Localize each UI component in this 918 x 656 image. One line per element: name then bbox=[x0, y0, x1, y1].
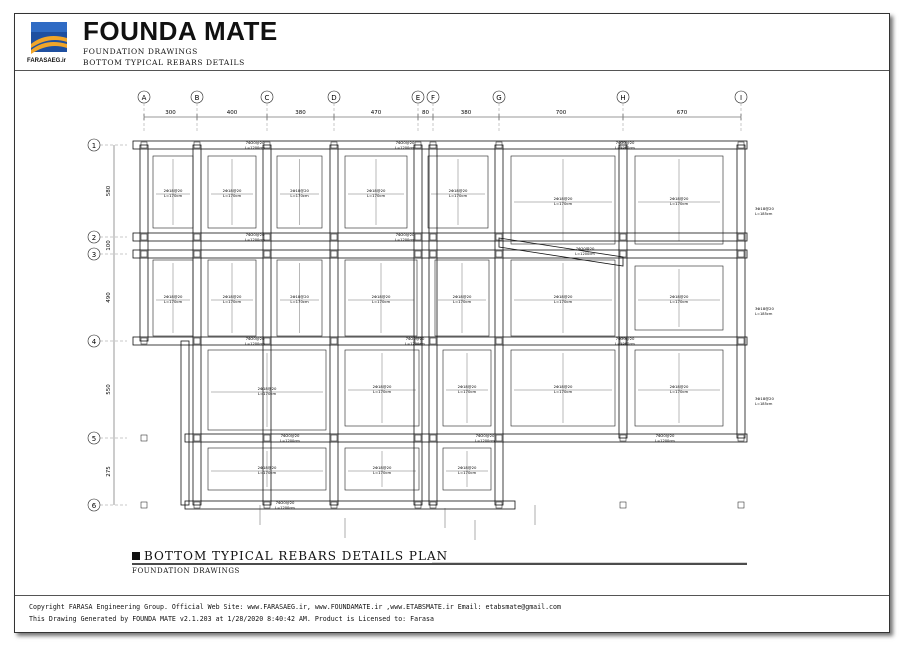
col-dimension-label: 700 bbox=[555, 110, 567, 116]
cell-rebar-length: L=170cm bbox=[669, 299, 689, 304]
cell-rebar-label: 2Φ18@20 bbox=[257, 386, 277, 391]
footer-copyright: Copyright FARASA Engineering Group. Official Web Site: www.FARASAEG.ir, www.FOUNDAMATE.ir ,www.ETABSMATE.ir Email: etabsmate@gmail.com bbox=[29, 603, 561, 611]
cell-rebar-length: L=170cm bbox=[669, 201, 689, 206]
strip-footing-v bbox=[140, 145, 148, 341]
cell-rebar-length: L=170cm bbox=[257, 470, 277, 475]
foundation-plan bbox=[15, 70, 889, 540]
cell-rebar-label: 2Φ18@20 bbox=[257, 465, 277, 470]
col-axis-label: H bbox=[620, 94, 626, 102]
cell-rebar-length: L=170cm bbox=[448, 193, 468, 198]
side-rebar-length: L=185cm bbox=[755, 402, 773, 406]
beam-rebar-label: 7Φ20@20 bbox=[245, 232, 265, 237]
beam-rebar-label: 7Φ20@20 bbox=[395, 232, 415, 237]
beam-rebar-label: 7Φ20@20 bbox=[655, 433, 675, 438]
beam-rebar-label: 7Φ20@20 bbox=[475, 433, 495, 438]
beam-rebar-label: 7Φ20@20 bbox=[245, 140, 265, 145]
cell-rebar-length: L=170cm bbox=[290, 299, 309, 304]
footer-generated: This Drawing Generated by FOUNDA MATE v2.1.203 at 1/28/2020 8:40:42 AM. Product is Licensed to: Farasa bbox=[29, 615, 434, 623]
beam-rebar-length: L=1200cm bbox=[245, 146, 265, 150]
cell-rebar-label: 2Φ18@20 bbox=[290, 188, 309, 193]
side-rebar-length: L=185cm bbox=[755, 212, 773, 216]
cell-rebar-length: L=170cm bbox=[222, 299, 242, 304]
beam-rebar-length: L=1200cm bbox=[615, 342, 635, 346]
cell-rebar-label: 2Φ18@20 bbox=[553, 196, 573, 201]
beam-rebar-length: L=1200cm bbox=[245, 238, 265, 242]
footing-cells bbox=[153, 156, 723, 490]
row-axis-label: 5 bbox=[91, 435, 97, 443]
cell-rebar-label: 2Φ18@20 bbox=[553, 384, 573, 389]
beam-rebar-label: 7Φ20@20 bbox=[275, 500, 295, 505]
row-dimension-label: 580 bbox=[106, 185, 112, 197]
row-axis-label: 2 bbox=[91, 234, 97, 242]
cell-rebar-label: 2Φ18@20 bbox=[669, 196, 689, 201]
col-axis-label: B bbox=[194, 94, 200, 102]
col-dimension-label: 300 bbox=[165, 110, 176, 116]
cell-rebar-label: 2Φ18@20 bbox=[163, 294, 183, 299]
row-axis-label: 6 bbox=[91, 502, 97, 510]
row-axis-label: 1 bbox=[91, 142, 97, 150]
cell-rebar-label: 2Φ18@20 bbox=[669, 294, 689, 299]
col-axis-label: F bbox=[430, 94, 436, 102]
side-rebar-label: 3Φ18@20 bbox=[755, 396, 774, 401]
col-axis-label: E bbox=[415, 94, 421, 102]
cell-rebar-label: 2Φ18@20 bbox=[457, 465, 477, 470]
beam-rebar-length: L=1200cm bbox=[280, 439, 300, 443]
beam-rebar-label: 7Φ20@20 bbox=[280, 433, 300, 438]
drawing-sheet bbox=[14, 13, 890, 633]
rebar-labels bbox=[141, 140, 774, 540]
beam-rebar-length: L=1200cm bbox=[405, 342, 425, 346]
strip-footing-v bbox=[619, 145, 627, 438]
col-dimension-label: 470 bbox=[370, 110, 382, 116]
cell-rebar-length: L=170cm bbox=[163, 299, 183, 304]
cell-rebar-length: L=170cm bbox=[669, 389, 689, 394]
strip-footing-v bbox=[429, 145, 437, 505]
cell-rebar-length: L=170cm bbox=[452, 299, 472, 304]
cell-rebar-label: 2Φ18@20 bbox=[452, 294, 472, 299]
strip-footing-v bbox=[330, 145, 338, 505]
row-dimension-label: 100 bbox=[106, 240, 112, 251]
beam-rebar-length: L=1200cm bbox=[575, 252, 595, 256]
strip-footing-h bbox=[133, 233, 747, 241]
cell-rebar-length: L=170cm bbox=[371, 299, 391, 304]
col-dimension-label: 380 bbox=[460, 110, 472, 116]
beam-rebar-length: L=1200cm bbox=[615, 146, 635, 150]
col-dimension-label: 380 bbox=[295, 110, 306, 116]
col-axis-label: G bbox=[496, 94, 502, 102]
strip-footing-v bbox=[193, 145, 201, 505]
beam-rebar-length: L=1200cm bbox=[245, 342, 265, 346]
plan-title bbox=[132, 549, 448, 563]
row-dimension-label: 550 bbox=[106, 384, 112, 395]
logo-caption: FARASAEG.ir bbox=[27, 58, 67, 64]
brand-name: FOUNDA MATE bbox=[83, 16, 278, 46]
strip-footing-v bbox=[414, 145, 422, 505]
row-dimension-label: 490 bbox=[106, 292, 112, 303]
cell-rebar-length: L=170cm bbox=[457, 389, 477, 394]
col-axis-label: I bbox=[739, 94, 743, 102]
col-dimension-label: 80 bbox=[422, 110, 429, 116]
strip-footing-h bbox=[133, 337, 747, 345]
row-axis-label: 4 bbox=[91, 338, 97, 346]
cell-rebar-label: 2Φ18@20 bbox=[290, 294, 309, 299]
beam-rebar-length: L=1200cm bbox=[275, 506, 295, 510]
cell-rebar-length: L=170cm bbox=[372, 389, 392, 394]
cell-rebar-label: 2Φ18@20 bbox=[222, 294, 242, 299]
plan-title-text: BOTTOM TYPICAL REBARS DETAILS PLAN bbox=[144, 549, 449, 563]
plan-subtitle: FOUNDATION DRAWINGS bbox=[132, 567, 240, 575]
cell-rebar-length: L=170cm bbox=[222, 193, 242, 198]
strip-footing-v bbox=[495, 145, 503, 505]
beam-rebar-length: L=1200cm bbox=[655, 439, 675, 443]
cell-rebar-label: 2Φ18@20 bbox=[457, 384, 477, 389]
side-rebar-label: 3Φ18@20 bbox=[755, 206, 774, 211]
col-dimension-label: 670 bbox=[676, 110, 688, 116]
cell-rebar-length: L=170cm bbox=[372, 470, 392, 475]
beam-rebar-length: L=1200cm bbox=[395, 238, 415, 242]
header-subtitle: FOUNDATION DRAWINGS bbox=[83, 47, 198, 56]
row-dimension-label: 275 bbox=[106, 466, 112, 477]
beam-rebar-length: L=1200cm bbox=[395, 146, 415, 150]
header-subtitle-detail: BOTTOM TYPICAL REBARS DETAILS bbox=[83, 58, 245, 67]
cell-rebar-label: 2Φ18@20 bbox=[366, 188, 386, 193]
cell-rebar-length: L=170cm bbox=[163, 193, 183, 198]
cell-rebar-length: L=170cm bbox=[553, 389, 573, 394]
beam-rebar-label: 7Φ20@20 bbox=[615, 336, 635, 341]
cell-rebar-label: 2Φ18@20 bbox=[372, 465, 392, 470]
strip-footing-diag bbox=[499, 238, 623, 266]
cell-rebar-label: 2Φ18@20 bbox=[222, 188, 242, 193]
strip-footing-h bbox=[133, 250, 747, 258]
row-axis-label: 3 bbox=[91, 251, 97, 259]
col-axis-label: A bbox=[141, 94, 147, 102]
side-rebar-length: L=185cm bbox=[755, 312, 773, 316]
cell-rebar-label: 2Φ18@20 bbox=[448, 188, 468, 193]
strip-footing-v bbox=[181, 341, 189, 505]
beam-rebar-label: 7Φ20@20 bbox=[615, 140, 635, 145]
cell-rebar-length: L=170cm bbox=[457, 470, 477, 475]
title-block bbox=[15, 14, 889, 71]
cell-rebar-length: L=170cm bbox=[290, 193, 309, 198]
cell-rebar-length: L=170cm bbox=[257, 391, 277, 396]
col-axis-label: D bbox=[331, 94, 337, 102]
strip-footing-h bbox=[133, 141, 747, 149]
side-rebar-label: 3Φ18@20 bbox=[755, 306, 774, 311]
beam-rebar-label: 7Φ20@20 bbox=[575, 246, 595, 251]
cell-rebar-label: 2Φ18@20 bbox=[372, 384, 392, 389]
col-axis-label: C bbox=[264, 94, 270, 102]
beam-rebar-label: 7Φ20@20 bbox=[405, 336, 425, 341]
strip-footing-h bbox=[185, 501, 515, 509]
beam-rebar-length: L=1200cm bbox=[475, 439, 495, 443]
cell-rebar-label: 2Φ18@20 bbox=[163, 188, 183, 193]
cell-rebar-length: L=170cm bbox=[553, 201, 573, 206]
title-square-icon bbox=[132, 552, 140, 560]
beam-rebar-label: 7Φ20@20 bbox=[395, 140, 415, 145]
footer bbox=[15, 595, 889, 633]
cell-rebar-label: 2Φ18@20 bbox=[553, 294, 573, 299]
cell-rebar-length: L=170cm bbox=[553, 299, 573, 304]
strip-footing-v bbox=[737, 145, 745, 438]
beam-rebar-label: 7Φ20@20 bbox=[245, 336, 265, 341]
cell-rebar-label: 2Φ18@20 bbox=[371, 294, 391, 299]
cell-rebar-length: L=170cm bbox=[366, 193, 386, 198]
cell-rebar-label: 2Φ18@20 bbox=[669, 384, 689, 389]
col-dimension-label: 400 bbox=[226, 110, 238, 116]
